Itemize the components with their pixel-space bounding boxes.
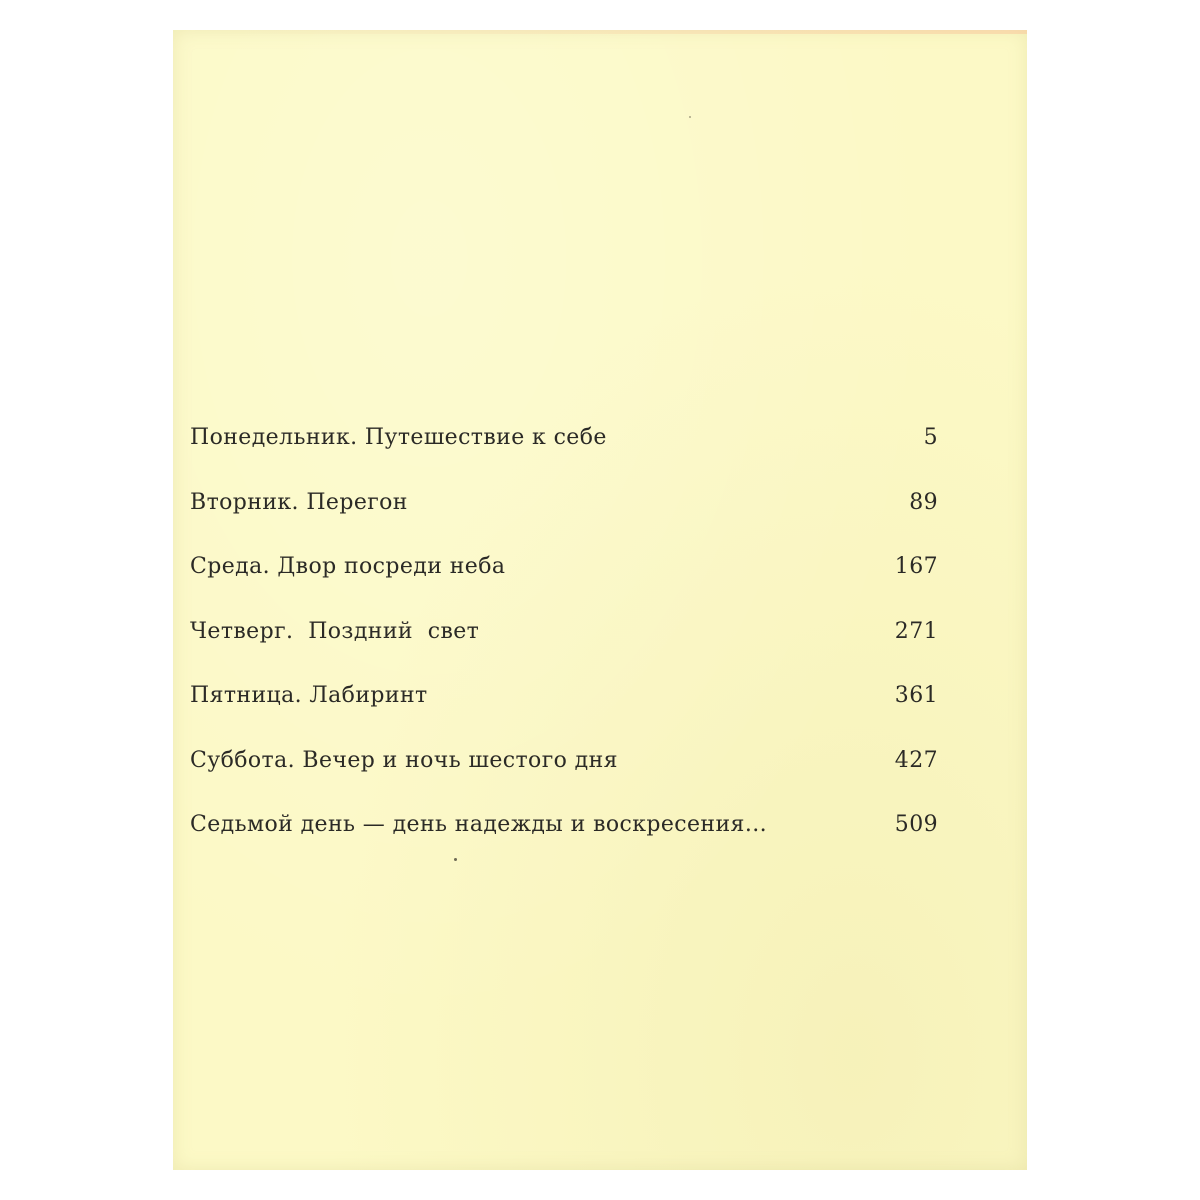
toc-entry-title: Понедельник. Путешествие к себе — [190, 425, 607, 450]
toc-entry — [190, 731, 938, 796]
book-page — [173, 30, 1027, 1170]
toc-entry — [190, 666, 938, 731]
paper-speck — [689, 116, 691, 118]
toc-entry-page: 361 — [894, 683, 938, 708]
toc-entry — [190, 408, 938, 473]
toc-entry — [190, 602, 938, 667]
toc-entry-page: 89 — [909, 489, 938, 515]
toc-entry-title: Пятница. Лабиринт — [190, 683, 428, 708]
toc-entry-page: 167 — [894, 554, 938, 579]
toc-entry-title: Вторник. Перегон — [190, 489, 408, 515]
toc-entry-title: Четверг. Поздний свет — [190, 618, 480, 644]
toc-entry-title: Суббота. Вечер и ночь шестого дня — [190, 747, 618, 773]
page-top-edge — [173, 30, 1027, 34]
toc-entry — [190, 795, 938, 860]
toc-entry — [190, 473, 938, 538]
toc-entry-page: 271 — [894, 618, 938, 644]
toc-entry-title: Седьмой день — день надежды и воскресения... — [190, 812, 767, 837]
table-of-contents — [190, 408, 938, 860]
toc-entry — [190, 537, 938, 602]
toc-entry-title: Среда. Двор посреди неба — [190, 554, 506, 579]
paper-speck — [454, 858, 457, 861]
toc-entry-page: 5 — [923, 425, 938, 450]
toc-entry-page: 427 — [894, 747, 938, 773]
toc-entry-page: 509 — [894, 812, 938, 837]
